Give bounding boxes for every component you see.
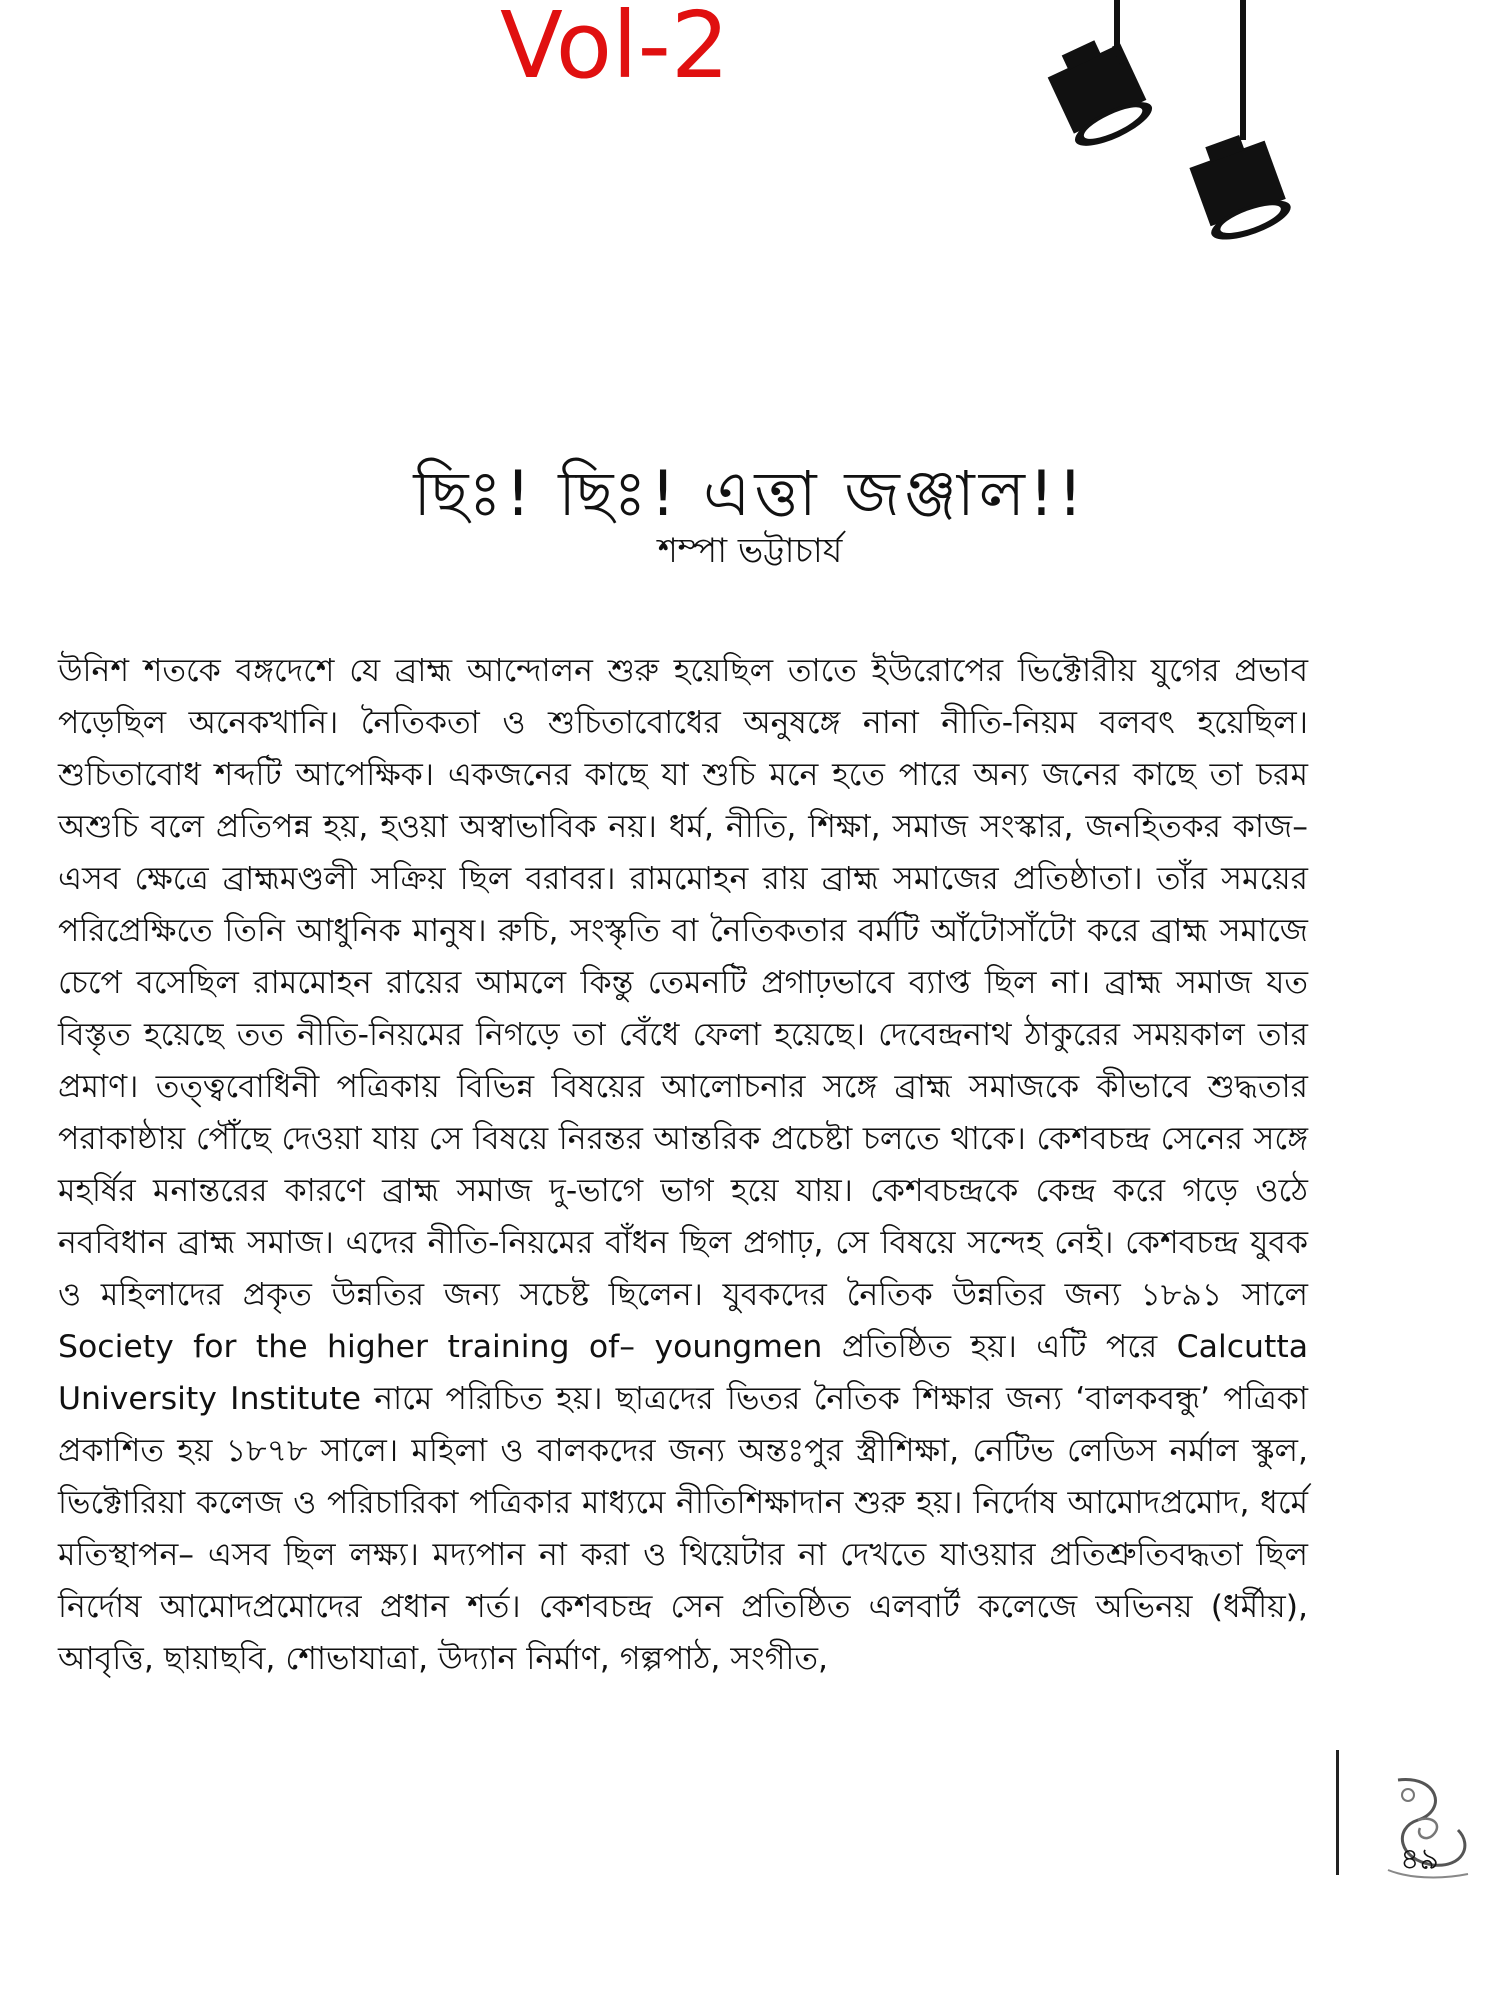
volume-label: Vol-2 (500, 0, 730, 99)
page-number: ৪৯ (1400, 1842, 1439, 1877)
stage-spotlights-icon (1030, 0, 1330, 300)
article-body: উনিশ শতকে বঙ্গদেশে যে ব্রাহ্ম আন্দোলন শুরু হয়েছিল তাতে ইউরোপের ভিক্টোরীয় যুগের প্রভাব পড়েছিল অনেকখানি। নৈতিকতা ও শুচিতাবোধের অনুষঙ্গে নানা নীতি-নিয়ম বলবৎ হয়েছিল। শুচিতাবোধ শব্দটি আপেক্ষিক। একজনের কাছে যা শুচি মনে হতে পারে অন্য জনের কাছে তা চরম অশুচি বলে প্রতিপন্ন হয়, হওয়া অস্বাভাবিক নয়। ধর্ম, নীতি, শিক্ষা, সমাজ সংস্কার, জনহিতকর কাজ– এসব ক্ষেত্রে ব্রাহ্মমণ্ডলী সক্রিয় ছিল বরাবর। রামমোহন রায় ব্রাহ্ম সমাজের প্রতিষ্ঠাতা। তাঁর সময়ের পরিপ্রেক্ষিতে তিনি আধুনিক মানুষ। রুচি, সংস্কৃতি বা নৈতিকতার বর্মটি আঁটোসাঁটো করে ব্রাহ্ম সমাজে চেপে বসেছিল রামমোহন রায়ের আমলে কিন্তু তেমনটি প্রগাঢ়ভাবে ব্যাপ্ত ছিল না। ব্রাহ্ম সমাজ যত বিস্তৃত হয়েছে তত নীতি-নিয়মের নিগড়ে তা বেঁধে ফেলা হয়েছে। দেবেন্দ্রনাথ ঠাকুরের সময়কাল তার প্রমাণ। তত্ত্ববোধিনী পত্রিকায় বিভিন্ন বিষয়ের আলোচনার সঙ্গে ব্রাহ্ম সমাজকে কীভাবে শুদ্ধতার পরাকাষ্ঠায় পৌঁছে দেওয়া যায় সে বিষয়ে নিরন্তর আন্তরিক প্রচেষ্টা চলতে থাকে। কেশবচন্দ্র সেনের সঙ্গে মহর্ষির মনান্তরের কারণে ব্রাহ্ম সমাজ দু-ভাগে ভাগ হয়ে যায়। কেশবচন্দ্রকে কেন্দ্র করে গড়ে ওঠে নববিধান ব্রাহ্ম সমাজ। এদের নীতি-নিয়মের বাঁধন ছিল প্রগাঢ়, সে বিষয়ে সন্দেহ নেই। কেশবচন্দ্র যুবক ও মহিলাদের প্রকৃত উন্নতির জন্য সচেষ্ট ছিলেন। যুবকদের নৈতিক উন্নতির জন্য ১৮৯১ সালে Society for the higher training of– youngmen প্রতিষ্ঠিত হয়। এটি পরে Calcutta University Institute নামে পরিচিত হয়। ছাত্রদের ভিতর নৈতিক শিক্ষার জন্য ‘বালকবন্ধু’ পত্রিকা প্রকাশিত হয় ১৮৭৮ সালে। মহিলা ও বালকদের জন্য অন্তঃপুর স্ত্রীশিক্ষা, নেটিভ লেডিস নর্মাল স্কুল, ভিক্টোরিয়া কলেজ ও পরিচারিকা পত্রিকার মাধ্যমে নীতিশিক্ষাদান শুরু হয়। নির্দোষ আমোদপ্রমোদ, ধর্মে মতিস্থাপন– এসব ছিল লক্ষ্য। মদ্যপান না করা ও থিয়েটার না দেখতে যাওয়ার প্রতিশ্রুতিবদ্ধতা ছিল নির্দোষ আমোদপ্রমোদের প্রধান শর্ত। কেশবচন্দ্র সেন প্রতিষ্ঠিত এলবার্ট কলেজে অভিনয় (ধর্মীয়), আবৃত্তি, ছায়াছবি, শোভাযাত্রা, উদ্যান নির্মাণ, গল্পপাঠ, সংগীত, (58, 653, 1308, 1677)
article-author: শম্পা ভট্টাচার্য (657, 531, 843, 571)
margin-rule (1336, 1750, 1339, 1875)
article-title: ছিঃ! ছিঃ! এত্তা জঞ্জাল!! (413, 456, 1087, 530)
